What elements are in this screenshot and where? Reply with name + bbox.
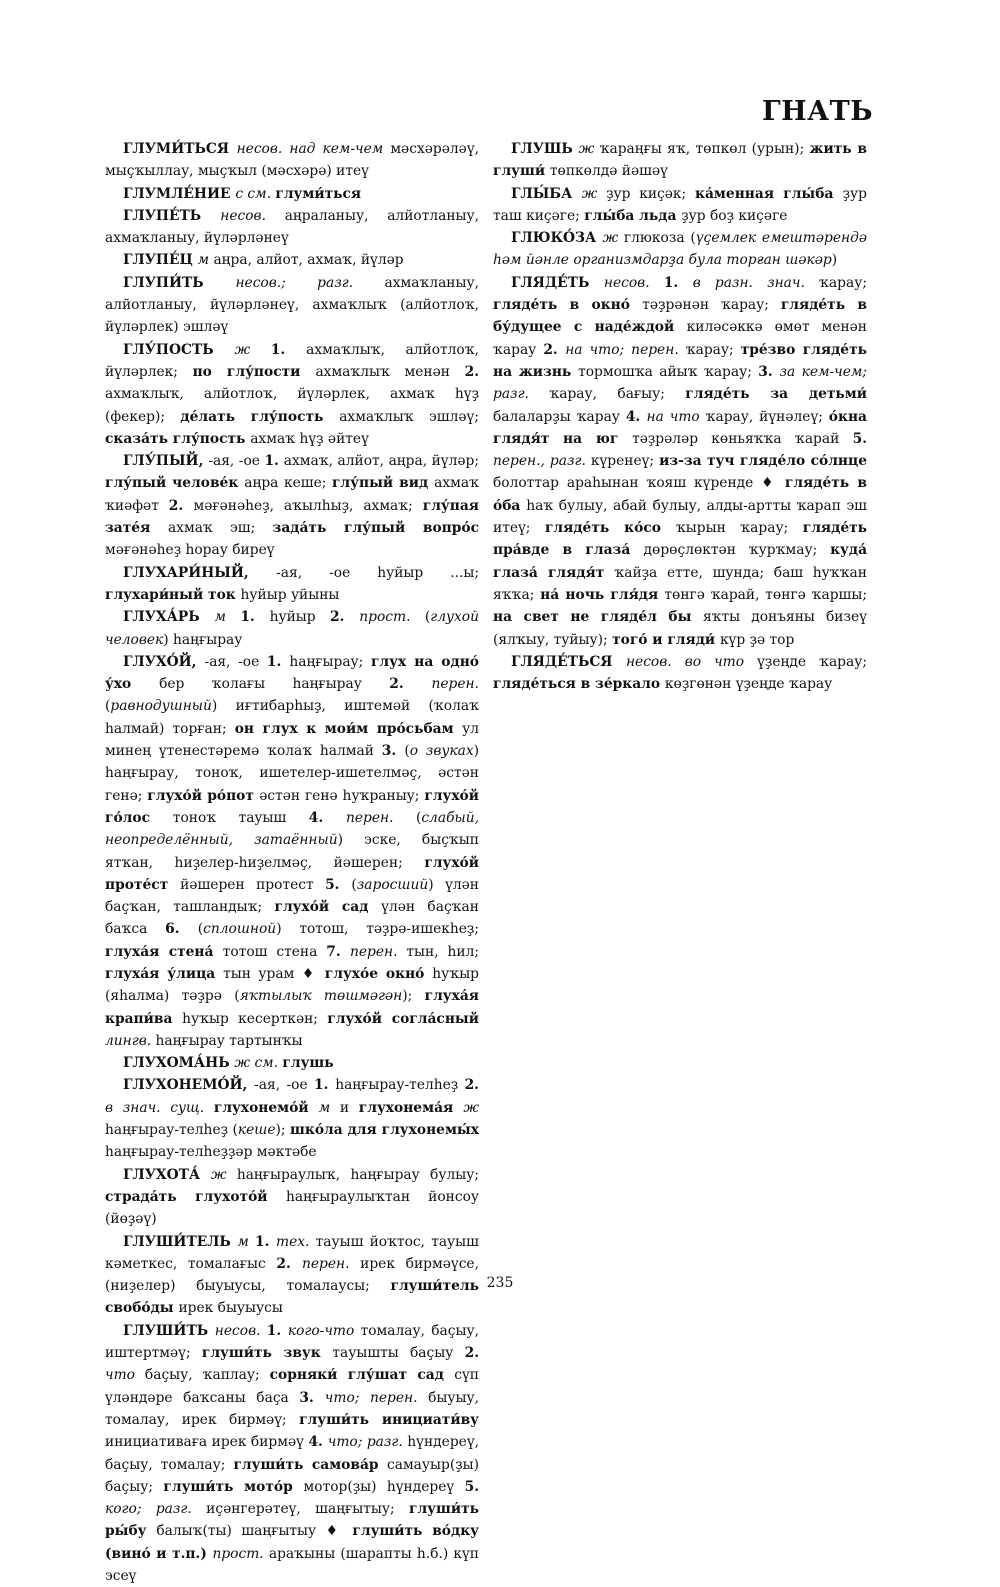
entry-label: несов. bbox=[214, 1322, 267, 1339]
running-head: ГНАТЬ bbox=[761, 96, 873, 127]
entry-text: ); bbox=[275, 1122, 291, 1139]
entry-phrase: 1. bbox=[264, 453, 284, 470]
entry-label: ж см. bbox=[234, 1055, 283, 1072]
entry-label: м bbox=[237, 1233, 256, 1250]
entry-text: дөрөҫлөктән ҡурҡмау; bbox=[643, 542, 831, 559]
entry-text: ирек быуыусы bbox=[178, 1300, 283, 1317]
entry-label: м bbox=[197, 252, 214, 269]
entry-text: һуҡыр кесерткән; bbox=[182, 1010, 328, 1027]
entry-headword: ГЛЯДЕ́ТЬ bbox=[511, 274, 604, 291]
entry-headword: ГЛУШИ́ТЬ bbox=[123, 1322, 215, 1339]
entry-phrase: 6. bbox=[165, 921, 198, 938]
entry-phrase: гляде́ть в о́ба bbox=[493, 475, 867, 514]
entry-phrase: глухо́й согла́сный bbox=[327, 1010, 479, 1027]
entry-text: һаңғырау-телһеҙҙәр мәктәбе bbox=[105, 1144, 317, 1161]
dictionary-entry bbox=[493, 183, 867, 228]
entry-text: аңраланыу, алйотланыу, ахмаҡланыу, йүләрләнеү bbox=[105, 207, 479, 247]
entry-text: ирек бирмәүсе, (ниҙелер) быуыусы, томалаусы; bbox=[105, 1255, 479, 1295]
dictionary-entry bbox=[105, 1320, 479, 1587]
entry-text: ул минең үтенестәремә ҡолаҡ һалмай bbox=[105, 720, 479, 760]
entry-phrase: по глу́пости bbox=[192, 363, 316, 380]
entry-phrase: зада́ть глу́пый вопро́с bbox=[272, 520, 479, 537]
dictionary-entry bbox=[105, 339, 479, 450]
entry-phrase: ка́менная глы́ба bbox=[695, 185, 843, 202]
entry-phrase: глухо́й ро́пот bbox=[147, 787, 260, 804]
entry-label: несов.; разг. bbox=[235, 274, 385, 291]
entry-text: ахмаҡ һүҙ әйтеү bbox=[250, 430, 369, 447]
entry-text: -ая, -ое bbox=[208, 453, 265, 470]
dictionary-entry bbox=[105, 450, 479, 561]
entry-text: балыҡ(ты) шаңғытыу ♦ bbox=[156, 1523, 353, 1540]
dictionary-entry bbox=[105, 1052, 479, 1074]
entry-phrase: глуши́тель свобо́ды bbox=[105, 1278, 479, 1317]
entry-label: несов. bbox=[220, 207, 285, 224]
entry-text: тауышты баҫыу bbox=[332, 1345, 465, 1362]
entry-headword: ГЛУХОТА́ bbox=[123, 1166, 211, 1183]
entry-label: что; перен. bbox=[324, 1389, 429, 1406]
entry-text: ) bbox=[831, 252, 838, 269]
entry-text: иҫәнгерәтеү, шаңғытыу; bbox=[206, 1501, 409, 1518]
entry-headword: ГЛУХОНЕМО́Й, bbox=[123, 1077, 255, 1094]
entry-headword: ГЛУПЕ́ТЬ bbox=[123, 207, 221, 224]
entry-label: ж bbox=[463, 1099, 480, 1116]
entry-text: тәҙрәнән ҡарау; bbox=[642, 297, 781, 314]
entry-text: ) үлән баҫҡан, ташландыҡ; bbox=[105, 876, 479, 916]
entry-phrase: глуши́ть самова́р bbox=[233, 1456, 387, 1473]
entry-text: ахмаҡ ҡиәфәт bbox=[105, 475, 479, 514]
entry-label: ж bbox=[210, 1166, 237, 1183]
entry-text: тоноҡ тауыш bbox=[172, 809, 309, 826]
entry-phrase: гляде́ть за детьми́ bbox=[685, 386, 867, 403]
entry-phrase: жить в глуши́ bbox=[493, 141, 867, 180]
entry-phrase: глуха́я у́лица bbox=[105, 965, 224, 982]
entry-text: инициативаға ирек бирмәү bbox=[105, 1434, 309, 1451]
entry-label: кого; разг. bbox=[105, 1501, 207, 1518]
dictionary-entry bbox=[105, 562, 479, 607]
entry-phrase: сорняки́ глу́шат сад bbox=[269, 1367, 455, 1384]
entry-phrase: 2. bbox=[276, 1255, 302, 1272]
entry-phrase: 5. bbox=[852, 430, 867, 447]
entry-text: яҡты донъяны бизеү (ялҡыу, туйыу); bbox=[493, 609, 867, 648]
entry-headword: ГЛУХО́Й, bbox=[123, 653, 205, 670]
entry-phrase: 1. bbox=[266, 653, 290, 670]
dictionary-entry bbox=[105, 183, 479, 205]
entry-phrase: 1. bbox=[266, 1322, 288, 1339]
entry-label: м bbox=[214, 609, 241, 626]
entry-text: тын урам ♦ bbox=[223, 965, 325, 982]
entry-label: үҫемлек емештәрендә һәм йәнле организмдарҙа була торған шәкәр bbox=[493, 230, 867, 269]
entry-text: ҡарау, йүнәлеү; bbox=[705, 408, 829, 425]
entry-label: что; разг. bbox=[327, 1434, 408, 1451]
entry-text: ҡырын ҡарау; bbox=[675, 520, 803, 537]
entry-text: тын, һил; bbox=[406, 943, 479, 960]
dictionary-entry bbox=[105, 205, 479, 250]
entry-text: самауыр(ҙы) баҫыу; bbox=[105, 1456, 479, 1495]
entry-text: һуҡыр (яһалма) тәҙрә ( bbox=[105, 965, 480, 1005]
entry-text: ) һаңғырау bbox=[163, 631, 243, 648]
entry-phrase: он глух к мои́м про́сьбам bbox=[234, 720, 463, 737]
dictionary-entry bbox=[105, 138, 479, 183]
entry-text: аңра, алйот, ахмаҡ, йүләр bbox=[213, 252, 404, 269]
entry-phrase: 4. bbox=[625, 408, 647, 425]
entry-text: мәсхәрәләү, мыҫҡыллау, мыҫҡыл (мәсхәрә) итеү bbox=[105, 141, 480, 180]
entry-text: бер ҡолағы һаңғырау bbox=[159, 676, 390, 693]
entry-text: ҡайҙа етте, шунда; баш һуҡҡан яҡҡа; bbox=[493, 564, 867, 603]
entry-label: кого-что bbox=[287, 1322, 361, 1339]
entry-text: ахмаҡ, алйот, аңра, йүләр; bbox=[283, 453, 479, 470]
entry-text: әстән генә һуҡраныу; bbox=[259, 787, 425, 804]
entry-text: ) һаңғырау, тоноҡ, ишетелер-ишетелмәҫ, әстән генә; bbox=[105, 743, 479, 804]
entry-text: үлән баҫҡан баҡса bbox=[105, 899, 479, 938]
entry-phrase: на свет не гляде́л бы bbox=[493, 609, 703, 626]
entry-text: и bbox=[339, 1099, 359, 1116]
entry-phrase: глу́пый челове́к bbox=[105, 475, 245, 492]
entry-text: һаңғыраулыҡтан йонсоу (йөҙәү) bbox=[105, 1188, 479, 1228]
entry-text: быуыу, томалау, ирек бирмәү; bbox=[105, 1389, 479, 1428]
entry-label: ж bbox=[581, 185, 607, 202]
entry-phrase: 2. bbox=[330, 609, 360, 626]
entry-phrase: 2. bbox=[464, 363, 480, 380]
entry-text: мәғәнәһеҙ һорау биреү bbox=[105, 542, 275, 559]
entry-text: һаңғырау-телһеҙ ( bbox=[105, 1122, 238, 1139]
entry-label: с см. bbox=[235, 185, 276, 202]
entry-text: һаңғыраулыҡ, һаңғырау булыу; bbox=[236, 1166, 479, 1183]
entry-phrase: глуши́ть во́дку (вино́ и т.п.) bbox=[105, 1523, 479, 1562]
entry-text: ( bbox=[351, 876, 357, 893]
entry-label: несов. над кем-чем bbox=[236, 141, 391, 157]
entry-label: ж bbox=[234, 341, 271, 358]
entry-label: кеше bbox=[237, 1122, 276, 1139]
entry-label: в разн. знач. bbox=[692, 274, 820, 291]
entry-text: ҡарау; bbox=[819, 274, 867, 291]
entry-text: ахмаҡ эш; bbox=[167, 520, 273, 537]
entry-phrase: гляде́ть в окно́ bbox=[493, 297, 643, 314]
entry-phrase: глу́пая зате́я bbox=[105, 497, 479, 537]
entry-text: ахмаҡлыҡ менән bbox=[315, 363, 465, 380]
entry-phrase: глухо́й го́лос bbox=[105, 787, 479, 826]
entry-text: төнгә ҡарай, төнгә ҡаршы; bbox=[664, 586, 867, 603]
entry-phrase: глуми́ться bbox=[275, 185, 362, 202]
entry-phrase: де́лать глу́пость bbox=[180, 408, 340, 425]
entry-text: ( bbox=[105, 698, 111, 715]
entry-phrase: глух на одно́ у́хо bbox=[105, 653, 480, 693]
entry-label: тех. bbox=[276, 1233, 316, 1250]
entry-phrase: 1. bbox=[313, 1077, 336, 1094]
entry-text: -ая, -ое bbox=[254, 1077, 314, 1094]
entry-text: ( bbox=[404, 743, 410, 760]
entry-phrase: глушь bbox=[282, 1055, 334, 1072]
entry-phrase: 1. bbox=[240, 609, 270, 626]
dictionary-entry bbox=[493, 227, 867, 272]
entry-label: перен. bbox=[346, 809, 416, 826]
entry-text: ) иғтибарһыҙ, иштемәй (ҡолаҡ һалмай) торған; bbox=[105, 698, 479, 737]
entry-phrase: 7. bbox=[326, 943, 350, 960]
entry-text: ) тотош, тәҙрә-ишекһеҙ; bbox=[276, 921, 479, 938]
entry-phrase: шко́ла для глухонемы́х bbox=[290, 1122, 479, 1139]
entry-text: ҡараңғы яҡ, төпкөл (урын); bbox=[599, 141, 810, 157]
entry-headword: ГЛУ́ПЫЙ, bbox=[123, 453, 209, 470]
entry-phrase: глу́пый вид bbox=[331, 475, 435, 492]
entry-phrase: тре́зво гляде́ть на жизнь bbox=[493, 341, 867, 380]
entry-label: глухой человек bbox=[105, 609, 479, 648]
entry-label: на что bbox=[646, 408, 706, 425]
dictionary-entry bbox=[493, 272, 867, 651]
entry-text: күренеү; bbox=[590, 453, 660, 470]
entry-headword: ГЛЫ́БА bbox=[511, 185, 582, 202]
entry-phrase: глухо́й сад bbox=[274, 899, 382, 916]
entry-phrase: гляде́ть в бу́дущее с наде́ждой bbox=[493, 297, 867, 336]
entry-text: ); bbox=[402, 988, 425, 1005]
entry-phrase: 4. bbox=[308, 1434, 328, 1451]
entry-text: ахмаҡлыҡ эшләү; bbox=[339, 408, 479, 425]
entry-text: һаҡ булыу, абай булыу, алды-артты ҡарап эш итеү; bbox=[493, 497, 867, 537]
entry-text: ҙур киҫәк; bbox=[606, 185, 696, 202]
entry-text: мотор(ҙы) һүндереү bbox=[303, 1478, 465, 1495]
entry-phrase: глухонема́я bbox=[358, 1099, 464, 1116]
entry-phrase: сказа́ть глу́пость bbox=[105, 430, 251, 447]
entry-text: баҫыу, ҡаплау; bbox=[144, 1367, 270, 1384]
entry-phrase: из-за туч гляде́ло со́лнце bbox=[659, 453, 867, 470]
entry-text: йәшерен протест bbox=[180, 876, 326, 893]
entry-phrase: 1. bbox=[270, 341, 307, 358]
entry-headword: ГЛУШЬ bbox=[511, 141, 579, 157]
entry-text: ( bbox=[197, 921, 204, 938]
entry-headword: ГЛУМИ́ТЬСЯ bbox=[123, 141, 237, 157]
entry-text: ахмаҡлыҡ, алйотлоҡ, йүләрлек; bbox=[105, 341, 479, 380]
entry-label: прост. bbox=[212, 1545, 269, 1562]
entry-phrase: 2. bbox=[389, 676, 432, 693]
entry-phrase: 5. bbox=[325, 876, 352, 893]
entry-label: заросший bbox=[356, 876, 429, 893]
entry-phrase: о́кна глядя́т на юг bbox=[493, 408, 868, 447]
entry-text: мәғәнәһеҙ, аҡылһыҙ, ахмаҡ; bbox=[193, 497, 423, 514]
entry-text: ( bbox=[415, 809, 422, 826]
entry-label: перен. bbox=[301, 1255, 361, 1272]
entry-label: слабый, неопределённый, затаённый bbox=[105, 809, 479, 849]
entry-text: ҙур таш киҫәге; bbox=[493, 185, 867, 224]
entry-headword: ГЛУМЛЕ́НИЕ bbox=[123, 185, 236, 202]
entry-phrase: 2. bbox=[168, 497, 194, 514]
entry-label: перен. bbox=[431, 676, 479, 693]
entry-text: һаңғырау-телһеҙ bbox=[335, 1077, 465, 1094]
entry-phrase: 2. bbox=[464, 1077, 479, 1094]
entry-text: тормошҡа айыҡ ҡарау; bbox=[578, 363, 759, 380]
entry-phrase: 1. bbox=[255, 1233, 277, 1250]
entry-text: һуйыр уйыны bbox=[240, 586, 340, 603]
entry-phrase: глуши́ть инициати́ву bbox=[299, 1411, 479, 1428]
entry-text: ҙур боҙ киҫәге bbox=[681, 207, 788, 224]
dictionary-entry bbox=[105, 272, 479, 339]
entry-text: ахмаҡланыу, алйотланыу, йүләрләнеү, ахмаҡлыҡ (алйотлоҡ, йүләрлек) эшләү bbox=[105, 274, 479, 336]
dictionary-entry bbox=[105, 606, 479, 651]
entry-headword: ГЛУПИ́ТЬ bbox=[123, 274, 236, 291]
entry-text: көҙгөнән үҙеңде ҡарау bbox=[664, 676, 833, 693]
entry-text: сүп үләндәре баҡсаны баҫа bbox=[105, 1367, 479, 1406]
entry-phrase: того́ и гляди́ bbox=[612, 631, 720, 648]
dictionary-entry bbox=[105, 651, 479, 1052]
entry-phrase: глухо́е окно́ bbox=[324, 965, 433, 982]
entry-label: равнодушный bbox=[110, 698, 212, 715]
entry-phrase: гляде́ть пра́вде в глаза́ bbox=[493, 520, 868, 559]
entry-label: лингв. bbox=[105, 1032, 156, 1049]
entry-phrase: 2. bbox=[464, 1345, 479, 1362]
entry-phrase: на́ ночь гля́дя bbox=[540, 586, 665, 603]
entry-phrase: глы́ба льда bbox=[584, 207, 682, 224]
right-column bbox=[493, 138, 867, 695]
entry-phrase: 3. bbox=[381, 743, 405, 760]
left-column bbox=[105, 138, 479, 1587]
dictionary-entry bbox=[105, 1074, 479, 1163]
dictionary-entry bbox=[105, 1164, 479, 1231]
entry-text: араҡыны (шарапты һ.б.) күп эсеү bbox=[105, 1545, 480, 1584]
entry-text: тотош стена bbox=[222, 943, 327, 960]
entry-phrase: гляде́ть ко́со bbox=[544, 520, 676, 537]
entry-phrase: глухо́й проте́ст bbox=[105, 854, 479, 893]
entry-label: за кем-чем; разг. bbox=[493, 363, 868, 403]
entry-phrase: 3. bbox=[299, 1389, 325, 1406]
dictionary-entry bbox=[493, 651, 867, 696]
entry-text: һаңғырау; bbox=[289, 653, 371, 670]
entry-label: несов. во что bbox=[625, 653, 758, 670]
entry-phrase: глуши́ть ры́бу bbox=[105, 1501, 479, 1540]
entry-phrase: 5. bbox=[464, 1478, 479, 1495]
entry-phrase: глуха́я стена́ bbox=[105, 943, 223, 960]
entry-text: глюкоза ( bbox=[623, 230, 696, 247]
entry-phrase: глухонемо́й bbox=[213, 1099, 319, 1116]
entry-text: һүндереү, баҫыу, томалау; bbox=[105, 1434, 479, 1473]
entry-label: перен., разг. bbox=[493, 453, 591, 470]
entry-label: несов. bbox=[603, 274, 664, 291]
entry-text: балаларҙы ҡарау bbox=[493, 408, 626, 425]
dictionary-entry bbox=[493, 138, 867, 183]
entry-label: что bbox=[105, 1367, 145, 1384]
entry-label: прост. bbox=[359, 609, 425, 626]
entry-text: үҙеңде ҡарау; bbox=[757, 653, 868, 670]
entry-text: тәҙрәләр көньяҡҡа ҡарай bbox=[632, 430, 853, 447]
entry-text: ( bbox=[424, 609, 431, 626]
entry-text: киләсәккә өмөт менән ҡарау bbox=[493, 319, 867, 358]
entry-phrase: глуши́ть звук bbox=[201, 1345, 333, 1362]
entry-text: ҡарау; bbox=[685, 341, 741, 358]
entry-text: тауыш йоҡтос, тауыш кәметкес, томалағыс bbox=[105, 1233, 479, 1272]
entry-headword: ГЛУХОМА́НЬ bbox=[123, 1055, 235, 1072]
entry-label: на что; перен. bbox=[565, 341, 686, 358]
entry-text: аңра кеше; bbox=[244, 475, 332, 492]
entry-headword: ГЛУ́ПОСТЬ bbox=[123, 341, 235, 358]
entry-phrase: 2. bbox=[543, 341, 566, 358]
entry-label: сплошной bbox=[203, 921, 277, 938]
entry-phrase: 4. bbox=[308, 809, 346, 826]
entry-phrase: глухари́ный ток bbox=[105, 586, 241, 603]
entry-label: о звуках bbox=[409, 743, 474, 760]
entry-headword: ГЛУХА́РЬ bbox=[123, 609, 215, 626]
entry-text: ахмаҡлыҡ, алйотлоҡ, йүләрлек, ахмаҡ һүҙ (фекер); bbox=[105, 386, 479, 425]
entry-headword: ГЛЯДЕ́ТЬСЯ bbox=[511, 653, 626, 670]
entry-text: -ая, -ое һуйыр ...ы; bbox=[276, 564, 479, 581]
entry-label: в знач. сущ. bbox=[105, 1099, 214, 1116]
page-number: 235 bbox=[486, 1275, 514, 1291]
entry-text: ) эске, быҫҡып ятҡан, һиҙелер-һиҙелмәҫ, йәшерен; bbox=[105, 832, 479, 871]
entry-text: томалау, баҫыу, иштертмәү; bbox=[105, 1322, 479, 1362]
entry-label: перен. bbox=[349, 943, 407, 960]
entry-headword: ГЛУПЕ́Ц bbox=[123, 252, 198, 269]
entry-label: м bbox=[318, 1099, 340, 1116]
entry-text: болоттар араһынан ҡояш күренде ♦ bbox=[493, 475, 785, 492]
entry-label: ж bbox=[602, 230, 624, 247]
entry-phrase: 3. bbox=[758, 363, 780, 380]
entry-phrase: страда́ть глухото́й bbox=[105, 1188, 287, 1205]
entry-text: ҡарау, бағыу; bbox=[549, 386, 686, 403]
entry-headword: ГЛЮКО́ЗА bbox=[511, 230, 603, 247]
entry-phrase: куда́ глаза́ глядя́т bbox=[493, 542, 868, 581]
entry-text: һаңғырау тартынҡы bbox=[155, 1032, 303, 1049]
entry-label: ж bbox=[578, 141, 600, 157]
entry-phrase: глуха́я крапи́ва bbox=[105, 988, 479, 1027]
entry-text: төпкөлдә йәшәү bbox=[549, 163, 668, 180]
entry-phrase: 1. bbox=[663, 274, 693, 291]
entry-text: күр ҙә тор bbox=[719, 631, 795, 648]
entry-label: яҡтылыҡ төшмәгән bbox=[239, 988, 403, 1005]
dictionary-entry bbox=[105, 249, 479, 271]
entry-phrase: гляде́ться в зе́ркало bbox=[493, 676, 665, 693]
entry-headword: ГЛУШИ́ТЕЛЬ bbox=[123, 1233, 238, 1250]
entry-text: һуйыр bbox=[269, 609, 330, 626]
entry-headword: ГЛУХАРИ́НЫЙ, bbox=[123, 564, 277, 581]
entry-phrase: глуши́ть мото́р bbox=[163, 1478, 304, 1495]
entry-text: -ая, -ое bbox=[204, 653, 267, 670]
